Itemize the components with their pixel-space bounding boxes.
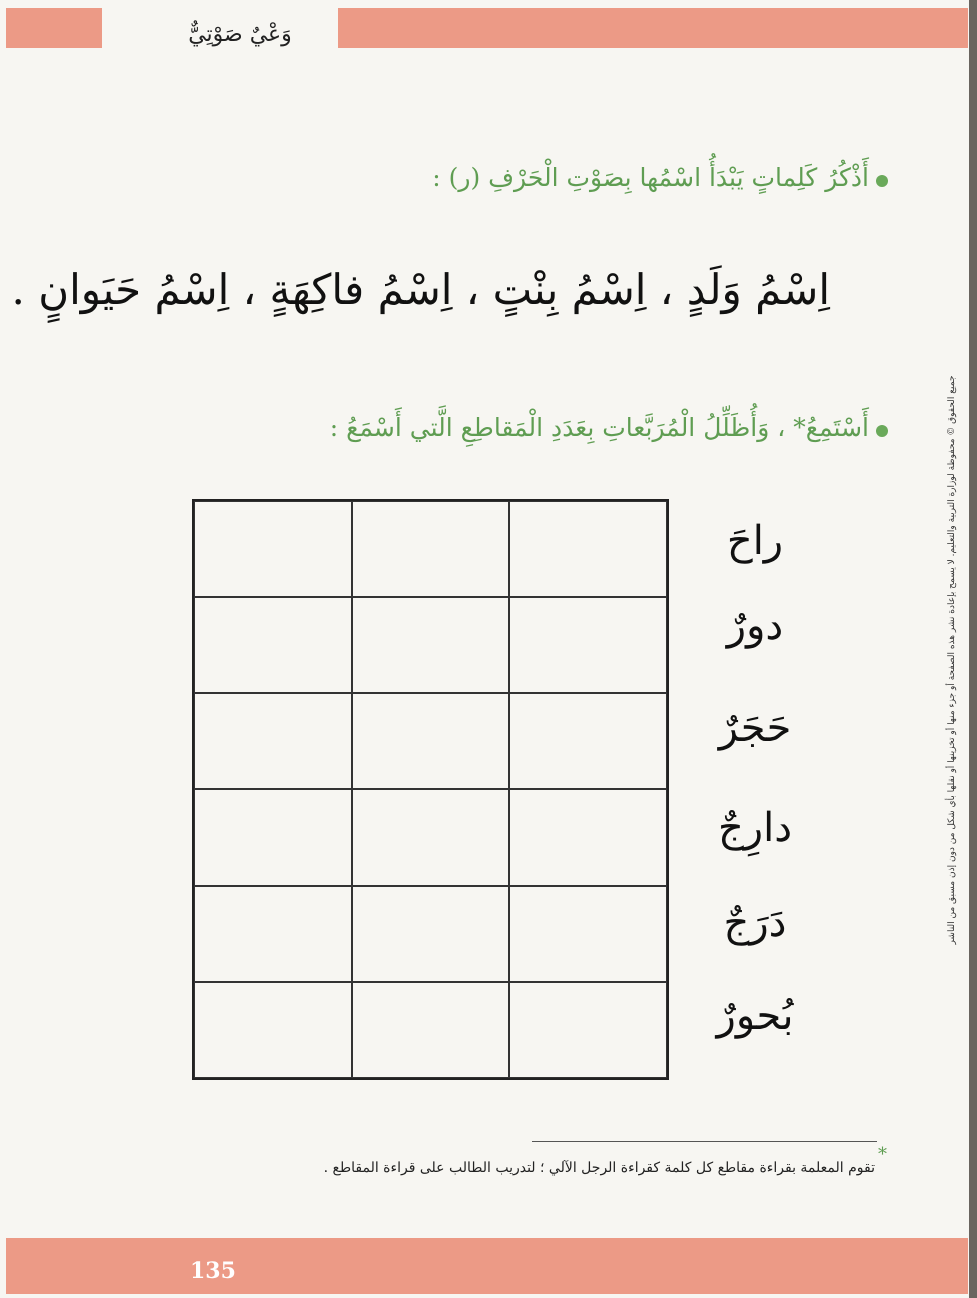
word-2: دورٌ [726, 603, 784, 649]
footnote-marker: * [878, 1144, 887, 1165]
grid-cell[interactable] [352, 597, 510, 693]
grid-cell[interactable] [509, 886, 667, 982]
footnote-text: تقوم المعلمة بقراءة مقاطع كل كلمة كقراءة الرجل الآلي ؛ لتدريب الطالب على قراءة المقاطع . [323, 1160, 875, 1176]
exercise1-instruction: أَذْكُرُ كَلِماتٍ يَبْدَأُ اسْمُها بِصَوْتِ الْحَرْفِ (ر) : [432, 163, 869, 192]
syllable-grid [192, 499, 669, 1080]
bottom-band [6, 1238, 968, 1294]
grid-cell[interactable] [352, 693, 510, 789]
grid-cell[interactable] [194, 693, 352, 789]
grid-cell[interactable] [509, 693, 667, 789]
exercise1-examples: اِسْمُ وَلَدٍ ، اِسْمُ بِنْتٍ ، اِسْمُ فاكِهَةٍ ، اِسْمُ حَيَوانٍ . [11, 265, 830, 314]
grid-cell[interactable] [509, 597, 667, 693]
grid-cell[interactable] [352, 886, 510, 982]
grid-cell[interactable] [509, 789, 667, 885]
grid-cell[interactable] [194, 789, 352, 885]
grid-cell[interactable] [194, 597, 352, 693]
copyright-side-note: جميع الحقوق © محفوظة لوزارة التربية والتعليم. لا يسمح بإعادة نشر هذه الصفحة أو جزء منها أو تخزينها أو نقلها بأي شكل من دون إذن مسبق من الناشر [947, 375, 957, 945]
top-band-left [6, 8, 102, 48]
top-band-right [338, 8, 968, 48]
grid-cell[interactable] [352, 789, 510, 885]
bullet-icon [876, 175, 888, 187]
grid-cell[interactable] [194, 501, 352, 597]
exercise2-instruction: أَسْتَمِعُ* ، وَأُظَلِّلُ الْمُرَبَّعاتِ بِعَدَدِ الْمَقاطِعِ الَّتي أَسْمَعُ : [329, 413, 869, 442]
grid-cell[interactable] [352, 501, 510, 597]
footnote-rule [532, 1141, 877, 1142]
word-3: حَجَرٌ [718, 705, 792, 751]
word-4: دارِجٌ [717, 805, 793, 851]
grid-cell[interactable] [194, 886, 352, 982]
word-5: دَرَجٌ [723, 900, 787, 946]
grid-cell[interactable] [509, 501, 667, 597]
grid-cell[interactable] [194, 982, 352, 1078]
word-6: بُحورٌ [716, 993, 794, 1039]
bullet-icon [876, 425, 888, 437]
grid-cell[interactable] [352, 982, 510, 1078]
grid-cell[interactable] [509, 982, 667, 1078]
section-title: وَعْيٌ صَوْتِيٌّ [188, 22, 292, 47]
page-number: 135 [190, 1258, 236, 1284]
page-edge [969, 0, 977, 1298]
word-1: راحَ [726, 518, 784, 564]
